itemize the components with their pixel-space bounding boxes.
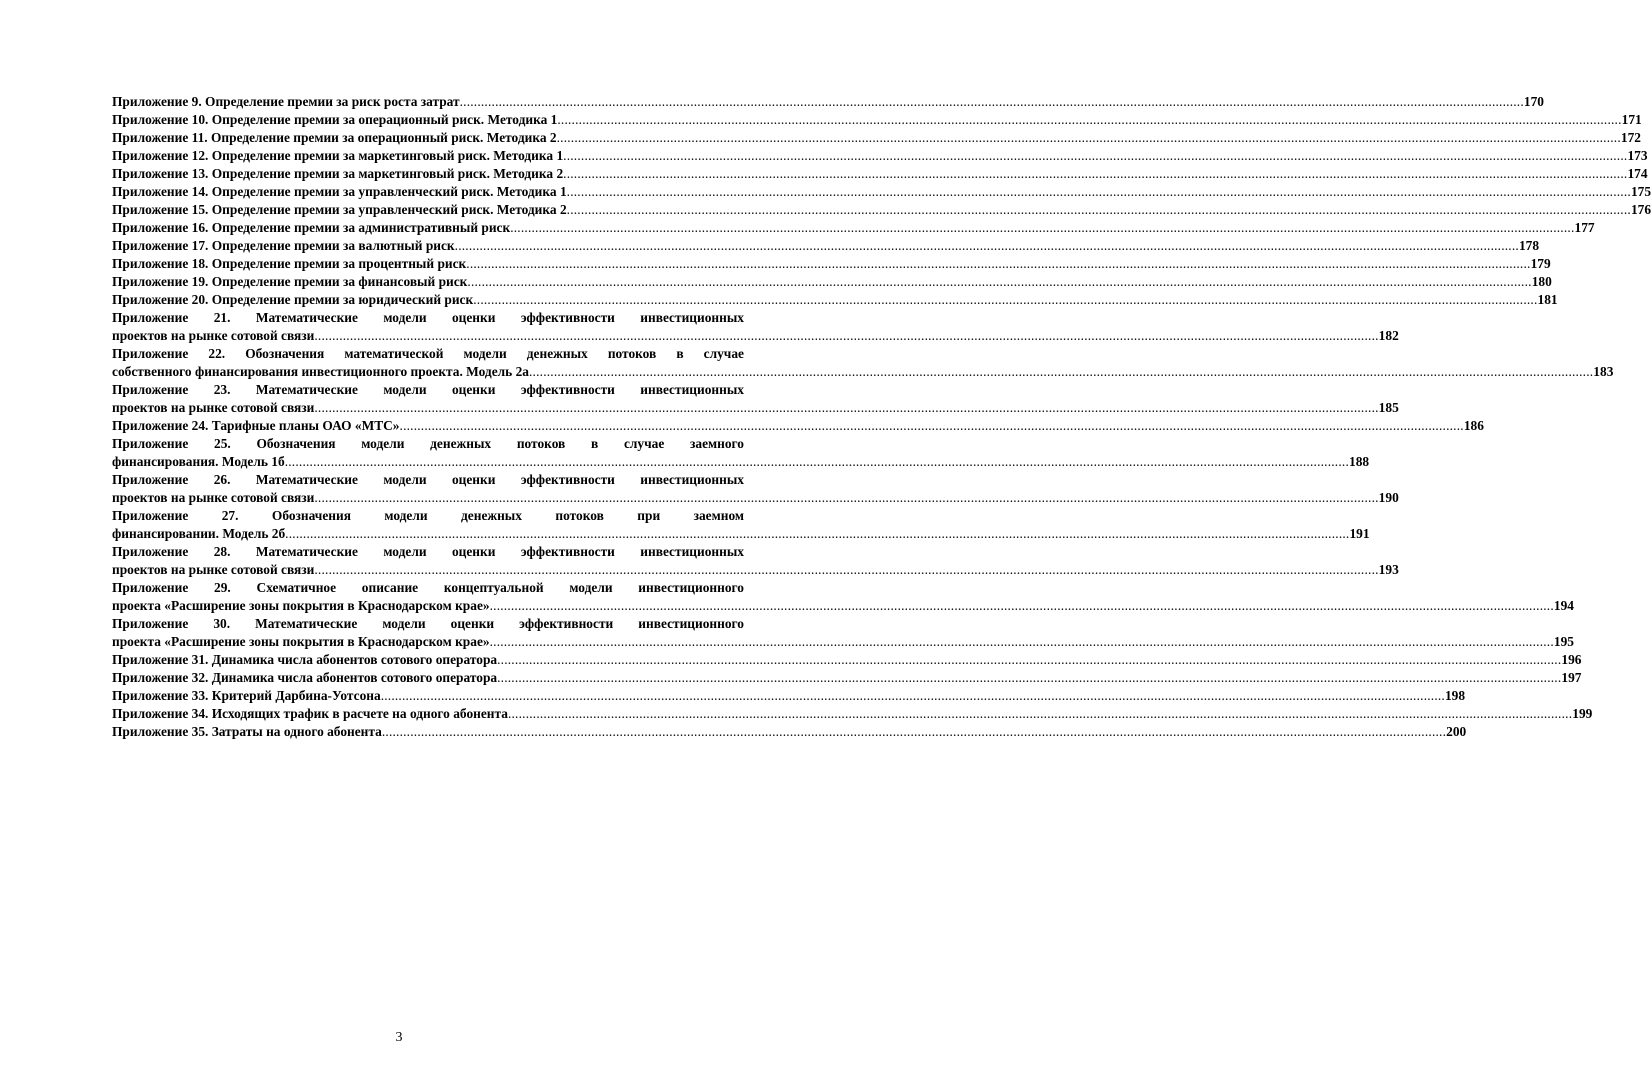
toc-entry-title: Приложение 33. Критерий Дарбина-Уотсона [112, 688, 381, 703]
toc-entry-title: Приложение 31. Динамика числа абонентов сотового оператора [112, 652, 498, 667]
toc-entry-line2 [112, 525, 1370, 543]
toc-leader-dots: ............................................................................................................................................................................................................................................................................................................ [314, 490, 1379, 505]
toc-entry-line2 [112, 453, 1370, 471]
toc-entry-title-line1: Приложение 29. Схематичное описание концептуальной модели инвестиционного [112, 580, 744, 595]
toc-entry [112, 579, 1574, 615]
toc-entry [112, 309, 1399, 345]
toc-entry [112, 345, 1614, 381]
toc-entry [112, 669, 1582, 687]
toc-entry-page: 197 [1561, 670, 1582, 685]
toc-entry-title-line2: финансировании. Модель 2б [112, 526, 286, 541]
toc-entry-title: Приложение 13. Определение премии за маркетинговый риск. Методика 2 [112, 166, 564, 181]
toc-entry [112, 255, 1551, 273]
toc-entry [112, 723, 1467, 741]
toc-entry-page: 200 [1446, 724, 1467, 739]
toc-entry-page: 183 [1593, 364, 1614, 379]
toc-leader-dots: ............................................................................................................................................................................................................................................................................................................ [557, 112, 1622, 127]
toc-entry-title: Приложение 12. Определение премии за маркетинговый риск. Методика 1 [112, 148, 564, 163]
toc-entry-page: 171 [1621, 112, 1642, 127]
toc-entry [112, 471, 1399, 507]
toc-leader-dots: ............................................................................................................................................................................................................................................................................................................ [510, 220, 1575, 235]
toc-entry-line2 [112, 597, 1574, 615]
toc-entry-page: 180 [1531, 274, 1552, 289]
toc-entry-title-line2: проекта «Расширение зоны покрытия в Краснодарском крае» [112, 634, 490, 649]
toc-entry-title-line1: Приложение 21. Математические модели оценки эффективности инвестиционных [112, 310, 744, 325]
page-number: 3 [395, 1030, 403, 1045]
toc-entry [112, 147, 1648, 165]
toc-leader-dots: ............................................................................................................................................................................................................................................................................................................ [314, 562, 1379, 577]
toc-entry-title-line2: проектов на рынке сотовой связи [112, 490, 315, 505]
toc-entry-title-line2: проектов на рынке сотовой связи [112, 400, 315, 415]
toc-entry-title-line1: Приложение 23. Математические модели оценки эффективности инвестиционных [112, 382, 744, 397]
toc-entry-title-line1: Приложение 22. Обозначения математической модели денежных потоков в случае [112, 346, 744, 361]
toc-leader-dots: ............................................................................................................................................................................................................................................................................................................ [507, 706, 1573, 721]
toc-entry-page: 172 [1620, 130, 1641, 145]
toc-entry-line2 [112, 633, 1574, 651]
toc-entry-line2 [112, 363, 1614, 381]
toc-leader-dots: ............................................................................................................................................................................................................................................................................................................ [473, 292, 1538, 307]
toc-entry-page: 181 [1537, 292, 1558, 307]
toc-entry-title: Приложение 9. Определение премии за риск роста затрат [112, 94, 460, 109]
toc-entry-page: 191 [1349, 526, 1370, 541]
toc-leader-dots: ............................................................................................................................................................................................................................................................................................................ [497, 670, 1562, 685]
toc-entry-title: Приложение 16. Определение премии за административный риск [112, 220, 511, 235]
toc-entry-title: Приложение 15. Определение премии за управленческий риск. Методика 2 [112, 202, 567, 217]
toc-leader-dots: ............................................................................................................................................................................................................................................................................................................ [314, 328, 1379, 343]
toc-entry [112, 651, 1582, 669]
toc-leader-dots: ............................................................................................................................................................................................................................................................................................................ [466, 256, 1531, 271]
toc-entry-page: 175 [1630, 184, 1651, 199]
toc-leader-dots: ............................................................................................................................................................................................................................................................................................................ [399, 418, 1464, 433]
toc-entry-title: Приложение 35. Затраты на одного абонента [112, 724, 382, 739]
toc-entry-title-line2: проектов на рынке сотовой связи [112, 328, 315, 343]
toc-entry-title-line1: Приложение 27. Обозначения модели денежных потоков при заемном [112, 508, 744, 523]
toc-entry [112, 219, 1595, 237]
toc-entry [112, 129, 1641, 147]
toc-entry [112, 615, 1574, 651]
toc-leader-dots: ............................................................................................................................................................................................................................................................................................................ [563, 148, 1628, 163]
toc-leader-dots: ............................................................................................................................................................................................................................................................................................................ [380, 688, 1445, 703]
toc-leader-dots: ............................................................................................................................................................................................................................................................................................................ [556, 130, 1621, 145]
toc-entry [112, 381, 1399, 417]
toc-entry-title-line2: финансирования. Модель 1б [112, 454, 285, 469]
toc-entry-title: Приложение 14. Определение премии за управленческий риск. Методика 1 [112, 184, 567, 199]
toc-leader-dots: ............................................................................................................................................................................................................................................................................................................ [566, 184, 1631, 199]
toc-leader-dots: ............................................................................................................................................................................................................................................................................................................ [529, 364, 1594, 379]
toc-entry-title: Приложение 24. Тарифные планы ОАО «МТС» [112, 418, 400, 433]
toc-leader-dots: ............................................................................................................................................................................................................................................................................................................ [285, 526, 1350, 541]
toc-entry-page: 185 [1378, 400, 1399, 415]
toc-entry-title-line1: Приложение 25. Обозначения модели денежных потоков в случае заемного [112, 436, 744, 451]
toc-entry-page: 176 [1630, 202, 1651, 217]
toc-entry-page: 179 [1530, 256, 1551, 271]
toc-entry [112, 291, 1558, 309]
toc-entry-title-line1: Приложение 30. Математические модели оценки эффективности инвестиционного [112, 616, 744, 631]
toc-entry-title: Приложение 32. Динамика числа абонентов сотового оператора [112, 670, 498, 685]
toc-entry [112, 111, 1642, 129]
toc-entry [112, 507, 1370, 543]
toc-leader-dots: ............................................................................................................................................................................................................................................................................................................ [314, 400, 1379, 415]
toc-entry-page: 193 [1378, 562, 1399, 577]
toc-entry [112, 687, 1466, 705]
toc-leader-dots: ............................................................................................................................................................................................................................................................................................................ [497, 652, 1562, 667]
toc-entry-page: 198 [1444, 688, 1466, 703]
toc-entry [112, 435, 1370, 471]
toc-leader-dots: ............................................................................................................................................................................................................................................................................................................ [467, 274, 1532, 289]
toc-entry-page: 173 [1627, 148, 1648, 163]
toc-leader-dots: ............................................................................................................................................................................................................................................................................................................ [489, 598, 1554, 613]
toc-leader-dots: ............................................................................................................................................................................................................................................................................................................ [381, 724, 1447, 739]
toc-leader-dots: ............................................................................................................................................................................................................................................................................................................ [489, 634, 1554, 649]
toc-entry-page: 178 [1518, 238, 1540, 253]
toc-entry [112, 165, 1648, 183]
toc-entry-page: 188 [1349, 454, 1370, 469]
toc-entry-title-line1: Приложение 28. Математические модели оценки эффективности инвестиционных [112, 544, 744, 559]
toc-entry-title-line2: проекта «Расширение зоны покрытия в Краснодарском крае» [112, 598, 490, 613]
toc-leader-dots: ............................................................................................................................................................................................................................................................................................................ [454, 238, 1519, 253]
toc-entry-title: Приложение 20. Определение премии за юридический риск [112, 292, 474, 307]
toc-entry [112, 201, 1651, 219]
toc-entry-page: 177 [1574, 220, 1595, 235]
toc-leader-dots: ............................................................................................................................................................................................................................................................................................................ [563, 166, 1628, 181]
toc-entry-page: 190 [1378, 490, 1399, 505]
toc-entry [112, 273, 1552, 291]
toc-leader-dots: ............................................................................................................................................................................................................................................................................................................ [284, 454, 1349, 469]
toc-entry-page: 174 [1627, 166, 1648, 181]
toc-entry-title-line2: проектов на рынке сотовой связи [112, 562, 315, 577]
toc-entry-title: Приложение 18. Определение премии за процентный риск [112, 256, 467, 271]
toc-entry-page: 195 [1553, 634, 1574, 649]
toc-entry-title: Приложение 34. Исходящих трафик в расчете на одного абонента [112, 706, 508, 721]
toc-entry-line2 [112, 327, 1399, 345]
toc-entry-title-line1: Приложение 26. Математические модели оценки эффективности инвестиционных [112, 472, 744, 487]
toc-entry [112, 183, 1651, 201]
toc-entry-title: Приложение 10. Определение премии за операционный риск. Методика 1 [112, 112, 558, 127]
toc-entry [112, 93, 1544, 111]
toc-entry-page: 196 [1561, 652, 1582, 667]
toc-entry-page: 194 [1553, 598, 1574, 613]
toc-entry-page: 199 [1572, 706, 1593, 721]
toc-entry-page: 186 [1463, 418, 1484, 433]
toc-entry [112, 543, 1399, 579]
toc-entry [112, 705, 1593, 723]
toc-entry-page: 182 [1378, 328, 1399, 343]
toc-leader-dots: ............................................................................................................................................................................................................................................................................................................ [459, 94, 1524, 109]
toc-entry-title: Приложение 11. Определение премии за операционный риск. Методика 2 [112, 130, 557, 145]
toc-leader-dots: ............................................................................................................................................................................................................................................................................................................ [566, 202, 1631, 217]
toc-entry [112, 417, 1484, 435]
toc-entry-title: Приложение 17. Определение премии за валютный риск [112, 238, 455, 253]
toc-entry-line2 [112, 561, 1399, 579]
toc-entry [112, 237, 1540, 255]
toc-entry-line2 [112, 399, 1399, 417]
table-of-contents [112, 93, 1651, 741]
toc-entry-line2 [112, 489, 1399, 507]
toc-entry-title-line2: собственного финансирования инвестиционного проекта. Модель 2а [112, 364, 529, 379]
toc-entry-page: 170 [1523, 94, 1544, 109]
toc-entry-title: Приложение 19. Определение премии за финансовый риск [112, 274, 468, 289]
